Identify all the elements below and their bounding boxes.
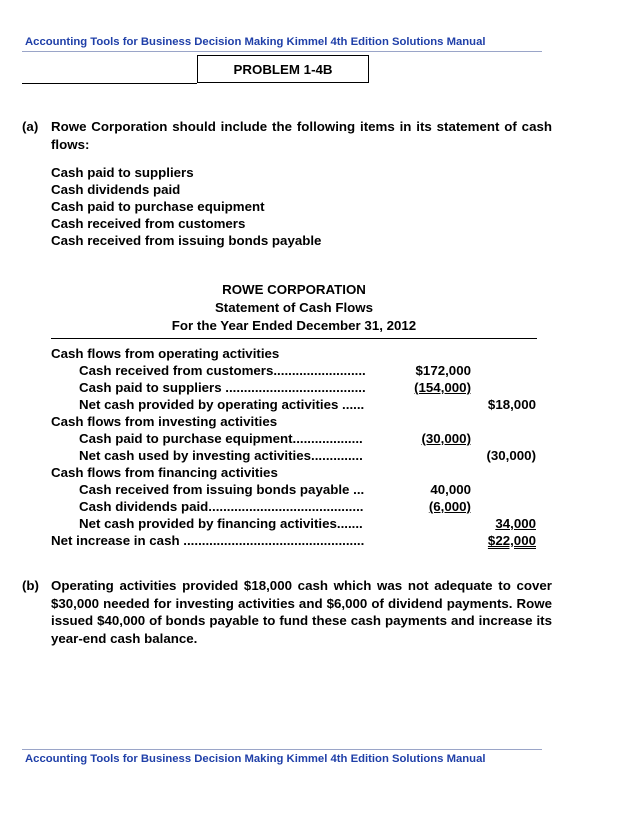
part-a-paragraph — [22, 118, 552, 153]
statement-row-label: Net increase in cash ................................................. — [51, 533, 365, 548]
statement-amount-col1: 40,000 — [430, 482, 471, 497]
statement-row — [51, 379, 541, 396]
statement-period: For the Year Ended December 31, 2012 — [171, 318, 417, 333]
part-a-text: Rowe Corporation should include the following items in its statement of cash flows: — [51, 119, 552, 152]
statement-amount-col2: 34,000 — [495, 516, 536, 531]
statement-row — [51, 498, 541, 515]
footer-divider — [22, 749, 542, 750]
statement-row — [51, 532, 541, 549]
statement-row-label: Net cash used by investing activities.............. — [79, 448, 363, 463]
part-b-paragraph — [22, 577, 552, 647]
statement-amount-col2: $18,000 — [487, 397, 536, 412]
statement-row-label: Cash flows from operating activities — [51, 346, 280, 361]
cash-flow-items-list — [51, 164, 321, 249]
list-item: Cash dividends paid — [51, 182, 181, 197]
statement-amount-col1: $172,000 — [415, 363, 471, 378]
statement-amount-col2: (30,000) — [486, 448, 536, 463]
header-link[interactable]: Accounting Tools for Business Decision Making Kimmel 4th Edition Solutions Manual — [25, 36, 486, 48]
statement-row — [51, 345, 541, 362]
statement-amount-col1: (6,000) — [428, 499, 471, 514]
statement-row — [51, 430, 541, 447]
statement-row-label: Cash flows from financing activities — [51, 465, 278, 480]
statement-row-label: Net cash provided by operating activities ...... — [79, 397, 365, 412]
statement-row — [51, 464, 541, 481]
statement-row — [51, 447, 541, 464]
statement-row — [51, 515, 541, 532]
footer-link[interactable]: Accounting Tools for Business Decision Making Kimmel 4th Edition Solutions Manual — [25, 753, 486, 765]
statement-row — [51, 362, 541, 379]
problem-box-rule — [22, 83, 197, 84]
list-item: Cash paid to purchase equipment — [51, 199, 265, 214]
statement-row — [51, 396, 541, 413]
statement-row-label: Net cash provided by financing activities....... — [79, 516, 363, 531]
statement-amount-col1: (154,000) — [414, 380, 471, 395]
statement-row — [51, 481, 541, 498]
statement-row-label: Cash received from issuing bonds payable ... — [79, 482, 365, 497]
statement-row-label: Cash paid to purchase equipment................... — [79, 431, 363, 446]
statement-row — [51, 413, 541, 430]
part-b-label: (b) — [22, 578, 39, 593]
list-item: Cash received from customers — [51, 216, 246, 231]
problem-title: PROBLEM 1-4B — [197, 55, 369, 83]
statement-title: Statement of Cash Flows — [214, 300, 374, 315]
statement-company: ROWE CORPORATION — [222, 282, 366, 297]
statement-divider — [51, 338, 537, 339]
part-b-text: Operating activities provided $18,000 cash which was not adequate to cover $30,000 needed for investing activities and $6,000 of dividend payments. Rowe issued $40,000 of bonds payable to fund these cash payments and increase its year-end cash balance. — [51, 578, 552, 646]
list-item: Cash paid to suppliers — [51, 165, 194, 180]
statement-row-label: Cash flows from investing activities — [51, 414, 278, 429]
list-item: Cash received from issuing bonds payable — [51, 233, 322, 248]
statement-row-label: Cash paid to suppliers ...................................... — [79, 380, 366, 395]
statement-row-label: Cash dividends paid.......................................... — [79, 499, 364, 514]
statement-amount-col1: (30,000) — [421, 431, 471, 446]
statement-row-label: Cash received from customers......................... — [79, 363, 366, 378]
part-a-label: (a) — [22, 119, 39, 134]
statement-amount-col2: $22,000 — [487, 533, 536, 548]
header-divider — [22, 51, 542, 52]
